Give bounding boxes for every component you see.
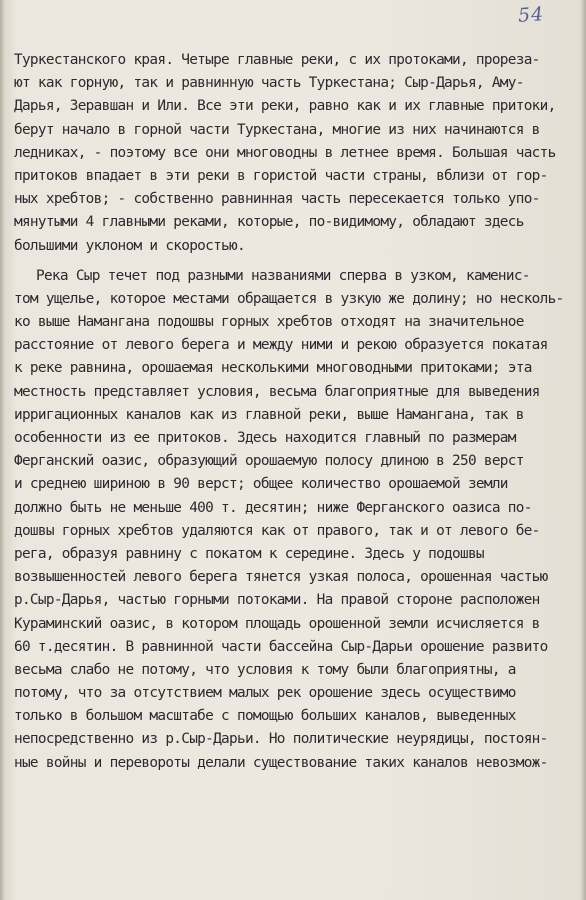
text-line: особенности из ее притоков. Здесь находится главный по размерам — [14, 430, 516, 446]
text-line: непосредственно из р.Сыр-Дарьи. Но политические неурядицы, постоян- — [14, 731, 548, 748]
text-line: должно быть не меньше 400 т. десятин; ниже Ферганского оазиса по- — [14, 499, 532, 516]
text-line: ледниках, - поэтому все они многоводны в летнее время. Большая часть — [14, 144, 556, 161]
typewritten-body-text — [14, 49, 580, 775]
text-line: ные войны и перевороты делали существование таких каналов невозмож- — [14, 754, 548, 771]
text-line: мянутыми 4 главными реками, которые, по-видимому, обладают здесь — [14, 214, 524, 231]
handwritten-page-number: 54 — [517, 3, 545, 27]
text-line: весьма слабо не потому, что условия к тому были благоприятны, а — [14, 661, 516, 678]
text-line: Дарья, Зеравшан и Или. Все эти реки, равно как и их главные притоки, — [14, 98, 556, 115]
text-line: р.Сыр-Дарья, частью горными потоками. На правой стороне расположен — [14, 592, 540, 609]
text-line: расстояние от левого берега и между ними и рекою образуется покатая — [14, 337, 548, 354]
text-line: ко выше Наманганa подошвы горных хребтов отходят на значительное — [14, 314, 524, 331]
text-line: большими уклоном и скоростью. — [14, 237, 245, 254]
text-line: Туркестанского края. Четыре главные реки, с их протоками, прореза- — [14, 52, 540, 68]
text-line: местность представляет условия, весьма благоприятные для выведения — [14, 383, 540, 400]
page-right-shadow — [580, 0, 586, 900]
text-line: Река Сыр течет под разными названиями сперва в узком, каменис- — [36, 267, 530, 284]
text-line: рега, образуя равнину с покатом к середине. Здесь у подошвы — [14, 545, 484, 562]
text-line: ют как горную, так и равнинную часть Туркестана; Сыр-Дарья, Аму- — [14, 75, 524, 92]
page-left-shadow — [0, 0, 5, 900]
text-line: только в большом масштабе с помощью больших каналов, выведенных — [14, 708, 516, 725]
text-line: дошвы горных хребтов удаляются как от правого, так и от левого бе- — [14, 522, 540, 539]
text-line: ных хребтов; - собственно равнинная часть пересекается только упо- — [14, 191, 540, 208]
text-line: потому, что за отсутствием малых рек орошение здесь осуществимо — [14, 685, 516, 702]
text-line: притоков впадает в эти реки в гористой части страны, вблизи от гор- — [14, 167, 548, 184]
text-line: том ущелье, которое местами обращается в узкую же долину; но несколь- — [14, 290, 564, 307]
text-line: 60 т.десятин. В равнинной части бассейна Сыр-Дарьи орошение развито — [14, 638, 548, 655]
text-line: ирригационных каналов как из главной реки, выше Намангана, так в — [14, 406, 524, 423]
text-line: возвышенностей левого берега тянется узкая полоса, орошенная частью — [14, 569, 548, 586]
text-line: к реке равнина, орошаемая несколькими многоводными притоками; эта — [14, 360, 532, 377]
text-line: Ферганский оазис, образующий орошаемую полосу длиною в 250 верст — [14, 453, 524, 470]
text-line: Кураминский оазис, в котором площадь орошенной земли исчисляется в — [14, 615, 540, 632]
text-line: и среднею шириною в 90 верст; общее количество орошаемой земли — [14, 476, 508, 493]
text-line: берут начало в горной части Туркестана, многие из них начинаются в — [14, 121, 540, 138]
